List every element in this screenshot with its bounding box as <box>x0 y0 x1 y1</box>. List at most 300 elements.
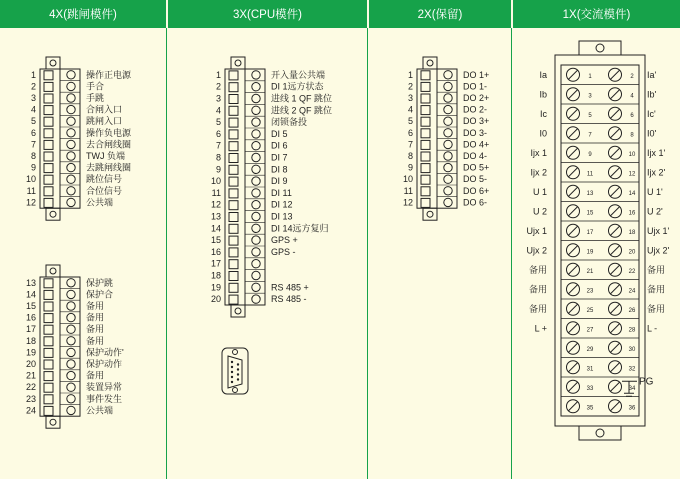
terminal-number: 3 <box>30 93 36 103</box>
terminal-screw <box>67 198 75 206</box>
terminal-label: DO 4+ <box>463 139 490 150</box>
ac-right-label: U 1' <box>647 186 663 197</box>
pg-label: PG <box>639 376 654 388</box>
terminal-number: 1 <box>407 69 413 80</box>
terminal-screw <box>67 348 75 356</box>
terminal-screw <box>252 189 260 197</box>
terminal-label: 进线 1 QF 跳位 <box>271 93 333 104</box>
mount-tab <box>579 41 621 55</box>
terminal-number: 32 <box>628 366 636 373</box>
terminal-screw <box>67 290 75 298</box>
terminal-screw <box>252 271 260 279</box>
terminal-number: 4 <box>630 93 634 100</box>
terminal-screw <box>444 117 452 125</box>
terminal-screw <box>252 177 260 185</box>
ac-right-label: I0' <box>647 128 657 139</box>
terminal-number: 23 <box>586 288 594 295</box>
terminal-square <box>229 83 238 92</box>
terminal-screw <box>252 142 260 150</box>
terminal-square <box>44 279 53 288</box>
screw-slot <box>569 226 578 235</box>
terminal-square <box>44 106 53 115</box>
terminal-screw <box>444 105 452 113</box>
terminal-square <box>229 130 238 139</box>
terminal-square <box>421 164 430 173</box>
terminal-label: 手跳 <box>86 93 105 103</box>
screw-slot <box>569 285 578 294</box>
screw-slot <box>611 109 620 118</box>
db9-face <box>228 356 242 388</box>
terminal-screw <box>252 118 260 126</box>
terminal-label: DO 1- <box>463 81 488 92</box>
terminal-number: 33 <box>586 385 594 392</box>
terminal-square <box>229 177 238 186</box>
terminal-number: 1 <box>215 69 221 80</box>
terminal-number: 5 <box>30 116 36 127</box>
terminal-screw <box>444 175 452 183</box>
terminal-number: 6 <box>630 112 634 119</box>
terminal-label: 保护动作' <box>86 347 124 358</box>
terminal-number: 6 <box>407 127 413 138</box>
mount-hole <box>427 211 433 217</box>
ac-right-label: Ib' <box>647 89 657 100</box>
terminal-label: DI 13 <box>271 211 293 222</box>
mount-ear <box>423 57 437 69</box>
terminal-square <box>229 142 238 151</box>
terminal-label: DI 6 <box>271 140 288 151</box>
terminal-number: 28 <box>628 327 636 334</box>
terminal-screw <box>252 212 260 220</box>
terminal-number: 24 <box>25 405 36 416</box>
ac-left-label: Ujx 2 <box>526 245 547 256</box>
terminal-number: 20 <box>628 249 636 256</box>
terminal-number: 18 <box>25 335 36 346</box>
screw-slot <box>611 168 620 177</box>
terminal-number: 7 <box>30 139 36 150</box>
terminal-number: 8 <box>30 151 36 161</box>
terminal-number: 31 <box>586 366 594 373</box>
terminal-number: 7 <box>588 132 592 139</box>
screw-slot <box>569 363 578 372</box>
terminal-square <box>44 290 53 299</box>
ac-left-label: I0 <box>539 128 547 139</box>
terminal-square <box>421 71 430 80</box>
ac-left-label: Ijx 1 <box>530 147 547 158</box>
terminal-label: DO 2+ <box>463 93 490 103</box>
mount-hole <box>596 44 604 52</box>
terminal-number: 24 <box>628 288 636 295</box>
terminal-label: DO 5- <box>463 174 488 185</box>
terminal-label: 跳闸入口 <box>86 116 123 127</box>
terminal-number: 9 <box>30 162 36 173</box>
mount-ear <box>231 57 245 69</box>
terminal-square <box>44 117 53 126</box>
screw-slot <box>569 324 578 333</box>
screw-slot <box>611 207 620 216</box>
terminal-number: 25 <box>586 307 594 314</box>
terminal-number: 15 <box>25 301 36 311</box>
terminal-screw <box>252 248 260 256</box>
screw-slot <box>611 90 620 99</box>
ac-right-label: L - <box>647 323 658 334</box>
terminal-number: 12 <box>25 197 36 208</box>
terminal-label: GPS - <box>271 246 296 257</box>
terminal-number: 13 <box>25 277 36 288</box>
terminal-square <box>44 337 53 346</box>
terminal-label: 备用 <box>86 301 105 311</box>
terminal-square <box>44 325 53 334</box>
terminal-square <box>229 71 238 80</box>
terminal-number: 36 <box>628 405 636 412</box>
screw-slot <box>569 187 578 196</box>
terminal-label: 闭锁备投 <box>271 117 308 128</box>
terminal-label: 公共端 <box>86 197 114 208</box>
terminal-label: DO 6- <box>463 197 488 208</box>
terminal-number: 17 <box>25 324 36 335</box>
terminal-square <box>421 198 430 207</box>
terminal-number: 4 <box>30 104 36 115</box>
screw-slot <box>569 90 578 99</box>
terminal-screw <box>252 130 260 138</box>
terminal-number: 20 <box>210 294 221 305</box>
mount-ear <box>46 208 60 220</box>
screw-slot <box>611 70 620 79</box>
ac-right-label: 备用 <box>647 264 666 275</box>
terminal-square <box>421 82 430 91</box>
terminal-screw <box>67 82 75 90</box>
screw-slot <box>611 129 620 138</box>
terminal-screw <box>67 360 75 368</box>
mount-hole <box>50 60 56 66</box>
mount-hole <box>235 308 241 314</box>
terminal-screw <box>444 163 452 171</box>
terminal-number: 4 <box>215 105 221 116</box>
terminal-number: 12 <box>628 171 636 178</box>
ac-left-label: Ia <box>539 69 547 80</box>
terminal-number: 20 <box>25 359 36 369</box>
terminal-square <box>229 260 238 269</box>
column-title-1x: 1X(交流模件) <box>511 0 680 28</box>
terminal-square <box>44 129 53 138</box>
terminal-number: 16 <box>25 312 36 323</box>
terminal-label: 开入量公共端 <box>271 69 326 80</box>
terminal-screw <box>67 105 75 113</box>
terminal-screw <box>444 198 452 206</box>
terminal-label: DI 8 <box>271 164 288 175</box>
terminal-number: 5 <box>407 116 413 127</box>
terminal-number: 10 <box>210 176 221 187</box>
terminal-screw <box>252 83 260 91</box>
terminal-label: DI 11 <box>271 187 292 198</box>
terminal-number: 9 <box>407 162 413 173</box>
terminal-label: DO 4- <box>463 151 488 161</box>
ac-right-label: Ujx 1' <box>647 225 670 236</box>
ac-right-label: 备用 <box>647 303 666 314</box>
terminal-screw <box>67 337 75 345</box>
ac-left-label: 备用 <box>528 264 547 275</box>
terminal-label: 进线 2 QF 跳位 <box>271 105 333 116</box>
terminal-screw <box>252 153 260 161</box>
screw-slot <box>569 109 578 118</box>
terminal-number: 3 <box>407 93 413 103</box>
terminal-number: 17 <box>586 229 594 236</box>
terminal-number: 27 <box>586 327 594 334</box>
terminal-square <box>421 187 430 196</box>
terminal-screw <box>444 71 452 79</box>
screw-slot <box>569 265 578 274</box>
terminal-label: 事件发生 <box>86 393 123 404</box>
screw-slot <box>611 402 620 411</box>
terminal-number: 9 <box>215 164 221 175</box>
terminal-number: 34 <box>628 385 636 392</box>
terminal-square <box>421 117 430 126</box>
terminal-number: 5 <box>215 117 221 128</box>
db9-pin <box>231 361 233 363</box>
ac-left-label: Ic <box>539 108 547 119</box>
terminal-screw <box>444 129 452 137</box>
mount-hole <box>50 268 56 274</box>
screw-slot <box>569 343 578 352</box>
screw-slot <box>611 226 620 235</box>
terminal-label: 操作正电源 <box>86 69 132 80</box>
terminal-square <box>421 140 430 149</box>
terminal-label: 合位信号 <box>86 185 123 196</box>
terminal-screw <box>67 140 75 148</box>
screw-slot <box>611 304 620 313</box>
terminal-number: 10 <box>25 174 36 185</box>
db9-pin <box>237 378 239 380</box>
ac-left-label: 备用 <box>528 284 547 295</box>
terminal-square <box>421 175 430 184</box>
terminal-square <box>421 129 430 138</box>
terminal-square <box>229 283 238 292</box>
db9-connector-icon <box>222 348 248 394</box>
terminal-screw <box>67 395 75 403</box>
screw-slot <box>611 343 620 352</box>
ac-left-label: Ijx 2 <box>530 167 547 178</box>
terminal-label: DI 5 <box>271 128 288 139</box>
screw-slot <box>611 187 620 196</box>
terminal-number: 14 <box>210 223 221 234</box>
screw-slot <box>569 129 578 138</box>
terminal-screw <box>67 71 75 79</box>
terminal-screw <box>67 279 75 287</box>
screw-slot <box>611 285 620 294</box>
terminal-number: 16 <box>628 210 636 217</box>
mount-ear <box>46 416 60 428</box>
terminal-number: 5 <box>588 112 592 119</box>
terminal-screw <box>67 117 75 125</box>
terminal-label: 备用 <box>86 324 105 335</box>
terminal-square <box>229 118 238 127</box>
db9-pin <box>231 371 233 373</box>
terminal-square <box>44 71 53 80</box>
terminal-square <box>44 164 53 173</box>
terminal-label: GPS + <box>271 235 298 246</box>
terminal-number: 2 <box>407 81 413 92</box>
terminal-square <box>44 175 53 184</box>
terminal-label: 合闸入口 <box>86 104 123 115</box>
terminal-number: 8 <box>215 152 221 163</box>
terminal-screw <box>252 201 260 209</box>
terminal-square <box>44 360 53 369</box>
terminal-label: 公共端 <box>86 405 114 416</box>
terminal-number: 8 <box>630 132 634 139</box>
terminal-number: 18 <box>628 229 636 236</box>
db9-pin <box>231 366 233 368</box>
terminal-number: 11 <box>26 185 36 196</box>
screw-slot <box>611 382 620 391</box>
terminal-square <box>229 201 238 210</box>
terminal-number: 11 <box>211 187 221 198</box>
mount-hole <box>235 60 241 66</box>
terminal-number: 22 <box>25 382 36 393</box>
ac-right-label: Ijx 2' <box>647 167 666 178</box>
mount-hole <box>596 429 604 437</box>
terminal-number: 13 <box>210 211 221 222</box>
terminal-label: DI 12 <box>271 199 293 210</box>
terminal-number: 8 <box>407 151 413 161</box>
terminal-square <box>44 94 53 103</box>
terminal-square <box>44 152 53 161</box>
ac-left-label: Ujx 1 <box>526 225 547 236</box>
terminal-label: DI 1远方状态 <box>271 81 324 92</box>
terminal-label: 手合 <box>86 81 105 92</box>
terminal-number: 15 <box>586 210 594 217</box>
terminal-square <box>229 224 238 233</box>
terminal-label: DI 14远方复归 <box>271 223 329 234</box>
db9-pin <box>231 381 233 383</box>
db9-pin <box>231 376 233 378</box>
terminal-screw <box>444 187 452 195</box>
terminal-label: 保护跳 <box>86 277 114 288</box>
terminal-number: 6 <box>30 127 36 138</box>
terminal-number: 19 <box>586 249 594 256</box>
terminal-square <box>229 248 238 257</box>
mount-ear <box>46 57 60 69</box>
terminal-number: 17 <box>210 258 221 269</box>
db9-pin <box>237 368 239 370</box>
terminal-number: 9 <box>588 151 592 158</box>
terminal-label: TWJ 负端 <box>86 151 125 161</box>
terminal-label: DO 1+ <box>463 69 490 80</box>
ac-left-label: Ib <box>539 89 547 100</box>
terminal-label: 保护动作 <box>86 359 123 369</box>
terminal-screw <box>67 302 75 310</box>
terminal-label: 保护合 <box>86 289 114 300</box>
screw-slot <box>569 246 578 255</box>
terminal-screw <box>67 325 75 333</box>
terminal-number: 19 <box>25 347 36 358</box>
screw-slot <box>611 265 620 274</box>
terminal-square <box>421 152 430 161</box>
ac-right-label: Ia' <box>647 69 657 80</box>
terminal-square <box>229 213 238 222</box>
terminal-number: 12 <box>210 199 221 210</box>
terminal-screw <box>252 283 260 291</box>
terminal-number: 2 <box>30 81 36 92</box>
terminal-number: 16 <box>210 246 221 257</box>
ac-left-label: 备用 <box>528 303 547 314</box>
terminal-square <box>421 106 430 115</box>
terminal-label: RS 485 - <box>271 294 307 305</box>
terminal-screw <box>444 140 452 148</box>
mount-hole <box>50 419 56 425</box>
mount-ear <box>231 305 245 317</box>
terminal-square <box>229 106 238 115</box>
terminal-square <box>44 395 53 404</box>
terminal-screw <box>252 295 260 303</box>
mount-hole <box>50 211 56 217</box>
screw-slot <box>569 382 578 391</box>
terminal-number: 11 <box>403 185 413 196</box>
terminal-screw <box>444 94 452 102</box>
terminal-number: 4 <box>407 104 413 115</box>
terminal-number: 18 <box>210 270 221 281</box>
terminal-number: 10 <box>628 151 636 158</box>
terminal-square <box>229 95 238 104</box>
terminal-number: 7 <box>215 140 221 151</box>
terminal-screw <box>444 82 452 90</box>
terminal-screw <box>67 94 75 102</box>
terminal-number: 26 <box>628 307 636 314</box>
terminal-number: 19 <box>210 282 221 293</box>
terminal-number: 13 <box>586 190 594 197</box>
terminal-number: 14 <box>25 289 36 300</box>
terminal-number: 29 <box>586 346 594 353</box>
ac-left-label: U 1 <box>532 186 547 197</box>
terminal-label: DO 3- <box>463 127 488 138</box>
terminal-square <box>229 154 238 163</box>
terminal-number: 23 <box>25 393 36 404</box>
ac-left-label: U 2 <box>532 206 547 217</box>
mount-ear <box>423 208 437 220</box>
terminal-screw <box>67 406 75 414</box>
terminal-number: 30 <box>628 346 636 353</box>
terminal-screw <box>67 187 75 195</box>
screw-slot <box>611 324 620 333</box>
terminal-square <box>44 383 53 392</box>
terminal-screw <box>252 94 260 102</box>
terminal-number: 1 <box>588 73 592 80</box>
terminal-screw <box>67 371 75 379</box>
terminal-square <box>229 236 238 245</box>
terminal-square <box>44 302 53 311</box>
ac-right-label: Ijx 1' <box>647 147 666 158</box>
db9-screw <box>233 350 238 355</box>
terminal-number: 10 <box>402 174 413 185</box>
screw-slot <box>569 304 578 313</box>
ac-right-label: 备用 <box>647 284 666 295</box>
terminal-number: 3 <box>215 93 221 104</box>
db9-pin <box>237 373 239 375</box>
terminal-label: DI 9 <box>271 176 288 187</box>
terminal-number: 2 <box>215 81 221 92</box>
db9-screw <box>233 388 238 393</box>
terminal-number: 21 <box>25 370 36 381</box>
terminal-screw <box>252 106 260 114</box>
terminal-square <box>229 295 238 304</box>
terminal-screw <box>67 163 75 171</box>
terminal-square <box>44 406 53 415</box>
terminal-square <box>44 348 53 357</box>
terminal-screw <box>252 260 260 268</box>
ac-right-label: Ujx 2' <box>647 245 670 256</box>
terminal-number: 3 <box>588 93 592 100</box>
screw-slot <box>569 402 578 411</box>
terminal-label: 去跳闸线圈 <box>86 162 132 173</box>
mount-ear <box>46 265 60 277</box>
